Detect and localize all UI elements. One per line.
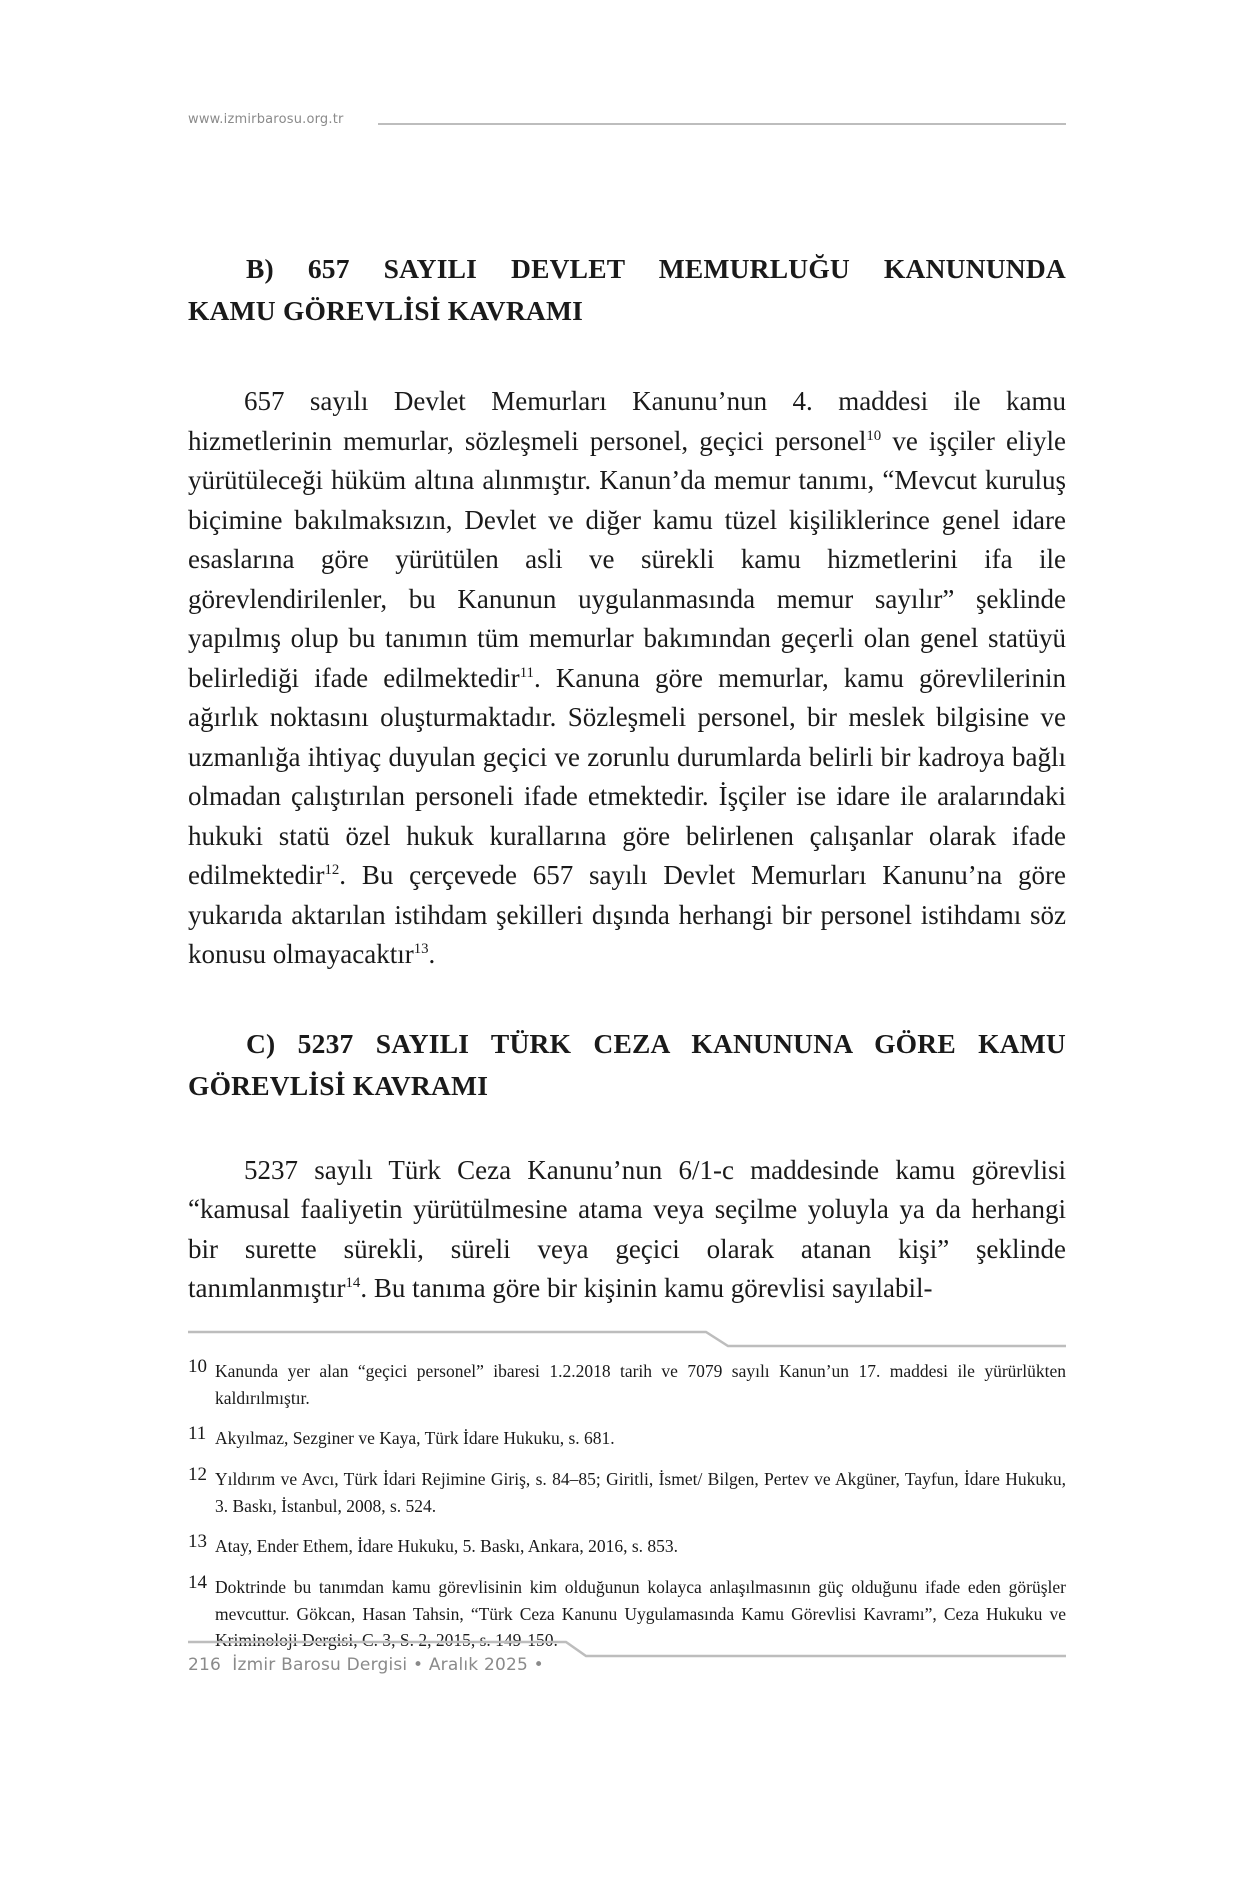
separator-dot: • (533, 1655, 544, 1675)
text-run: . (428, 939, 436, 969)
text-run: 5237 sayılı Türk Ceza Kanunu’nun 6/1-c maddesinde kamu görevlisi “kamusal faaliyetin yürütülmesine atama veya seçilme yoluyla ya da herhangi bir surette sürekli, süreli veya geçici olarak atanan kişi” şeklinde tanımlanmıştır (188, 1154, 1066, 1303)
footnote-text: Doktrinde bu tanımdan kamu görevlisinin kim olduğunun kolayca anlaşılmasının güç olduğunu ifade eden görüşler mevcuttur. Gökcan, Hasan Tahsin, “Türk Ceza Kanunu Uygulamasında Kamu Görevlisi Kavramı”, Ceza Hukuku ve Kriminoloji Dergisi, C. 3, S. 2, 2015, s. 149-150. (215, 1577, 1066, 1650)
text-run: . Bu tanıma göre bir kişinin kamu görevlisi sayılabil- (360, 1273, 933, 1303)
text-run: 657 sayılı Devlet Memurları Kanunu’nun 4. maddesi ile kamu hizmetlerinin memurlar, sözleşmeli personel, geçici personel (188, 386, 1066, 456)
issue-date: Aralık 2025 (428, 1655, 529, 1675)
footnote-text: Yıldırım ve Avcı, Türk İdari Rejimine Giriş, s. 84–85; Giritli, İsmet/ Bilgen, Pertev ve Akgüner, Tayfun, İdare Hukuku, 3. Baskı, İstanbul, 2008, s. 524. (215, 1469, 1066, 1516)
footnote-ref-12[interactable]: 12 (324, 862, 340, 878)
footnote-text: Atay, Ender Ethem, İdare Hukuku, 5. Baskı, Ankara, 2016, s. 853. (215, 1536, 679, 1556)
footnote-10 (188, 1358, 1066, 1411)
footnotes (188, 1358, 1066, 1667)
text-run: . Bu çerçevede 657 sayılı Devlet Memurları Kanunu’na göre yukarıda aktarılan istihdam şekilleri dışında herhangi bir personel istihdamı söz konusu olmayacaktır (188, 860, 1066, 969)
footnote-text: Kanunda yer alan “geçici personel” ibaresi 1.2.2018 tarih ve 7079 sayılı Kanun’un 17. maddesi ile yürürlükten kaldırılmıştır. (215, 1361, 1066, 1408)
journal-name: İzmir Barosu Dergisi (232, 1655, 408, 1675)
section-b-paragraph (188, 382, 1066, 975)
footnote-text: Akyılmaz, Sezginer ve Kaya, Türk İdare Hukuku, s. 681. (215, 1428, 615, 1448)
section-c-heading-line1: C) 5237 SAYILI TÜRK CEZA KANUNUNA GÖRE KAMU (246, 1027, 1066, 1059)
text-run: ve işçiler eliyle yürütüleceği hüküm altına alınmıştır. Kanun’da memur tanımı, “Mevcut kuruluş biçimine bakılmaksızın, Devlet ve diğer kamu tüzel kişiliklerince genel idare esaslarına göre yürütülen asli ve sürekli kamu hizmetlerini ifa ile görevlendirilenler, bu Kanunun uygulanmasında memur sayılır” şeklinde yapılmış olup bu tanımın tüm memurlar bakımından geçerli olan genel statüyü belirlediği ifade edilmektedir (188, 425, 1067, 693)
section-c-paragraph (188, 1151, 1066, 1309)
text-run: . Kanuna göre memurlar, kamu görevlilerinin ağırlık noktasını oluşturmaktadır. Sözleşmeli personel, bir meslek bilgisine ve uzmanlığa ihtiyaç duyulan geçici ve zorunlu durumlarda belirli bir kadroya bağlı olmadan çalıştırılan personeli ifade etmektedir. İşçiler ise idare ile aralarındaki hukuki statü özel hukuk kurallarına göre belirlenen çalışanlar olarak ifade edilmektedir (188, 662, 1066, 890)
section-c-heading-line2: GÖREVLİSİ KAVRAMI (188, 1069, 489, 1101)
footnote-13 (188, 1533, 1066, 1560)
footnote-12 (188, 1466, 1066, 1519)
footnote-number: 11 (188, 1423, 207, 1444)
section-b-heading (188, 248, 1066, 332)
separator-dot: • (412, 1655, 424, 1675)
section-b-heading-line2: KAMU GÖREVLİSİ KAVRAMI (188, 295, 584, 326)
footnote-separator (188, 1330, 1066, 1350)
footnote-number: 10 (188, 1356, 207, 1377)
page-footer (188, 1655, 544, 1675)
section-c-heading (188, 1023, 1066, 1107)
page-number: 216 (188, 1655, 222, 1675)
footnote-ref-10[interactable]: 10 (866, 427, 882, 444)
footnote-number: 13 (188, 1531, 207, 1552)
footnote-ref-14[interactable]: 14 (345, 1275, 361, 1291)
section-b-heading-line1: B) 657 SAYILI DEVLET MEMURLUĞU KANUNUNDA (246, 253, 1066, 284)
article-body (188, 238, 1066, 1309)
footnote-number: 14 (188, 1572, 207, 1593)
footnote-ref-13[interactable]: 13 (413, 941, 429, 957)
header-url[interactable]: www.izmirbarosu.org.tr (188, 112, 344, 127)
footnote-11 (188, 1425, 1066, 1452)
header-rule (378, 123, 1066, 125)
footnote-ref-11[interactable]: 11 (519, 664, 534, 681)
footnote-number: 12 (188, 1464, 207, 1485)
page-header (188, 112, 1066, 132)
